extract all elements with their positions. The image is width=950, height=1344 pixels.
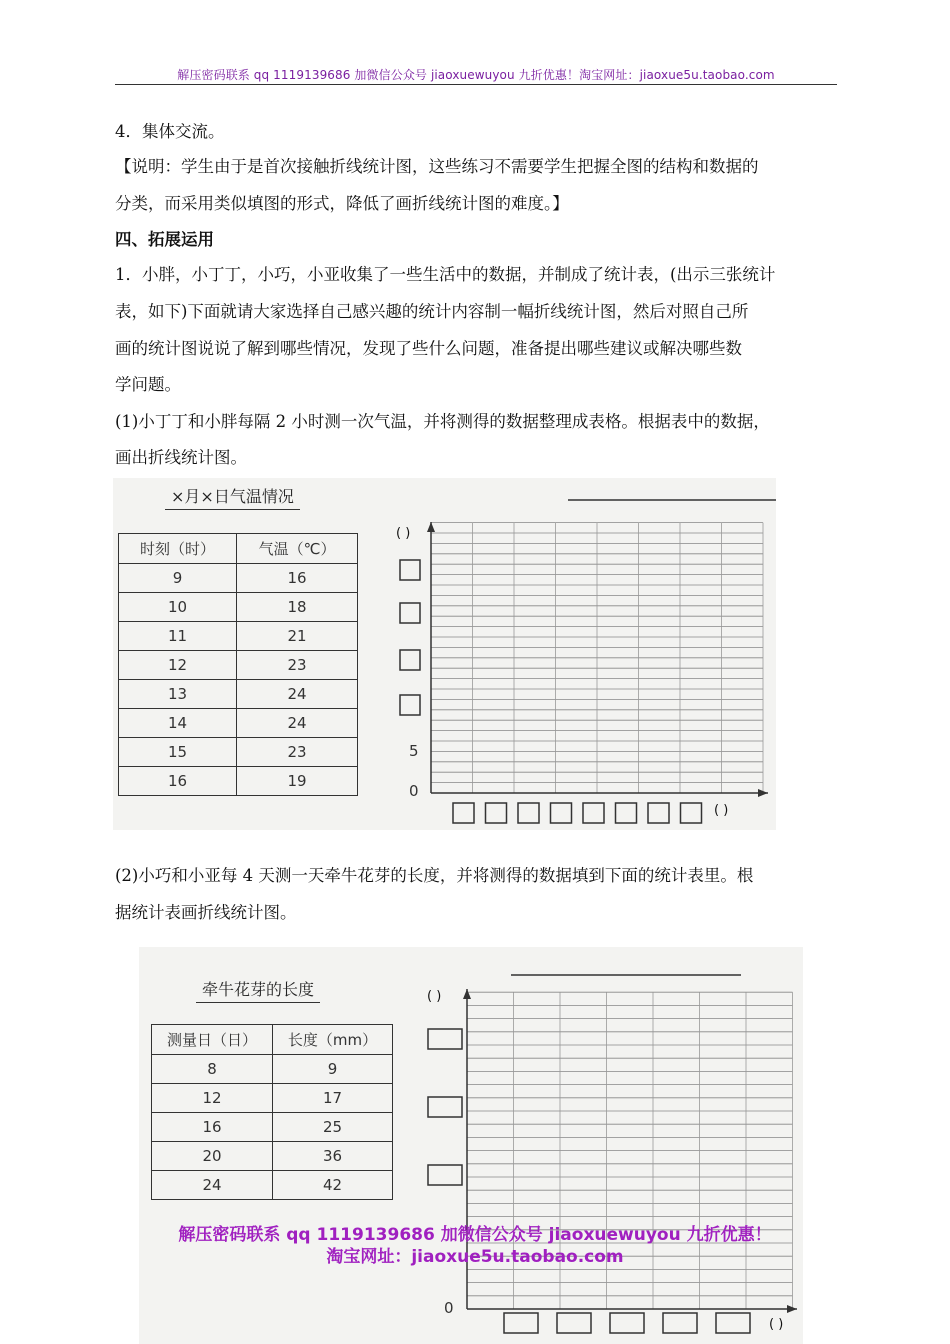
x-label-box [557, 1313, 591, 1333]
item1-line-1: 1．小胖，小丁丁，小巧，小亚收集了一些生活中的数据，并制成了统计表，(出示三张统计 [115, 265, 776, 284]
temperature-y-cell: 24 [237, 680, 358, 709]
item1-line-2: 表，如下)下面就请大家选择自己感兴趣的统计内容制一幅折线统计图，然后对照自己所 [115, 302, 749, 321]
header-divider [115, 84, 837, 85]
temperature-x-cell: 12 [119, 651, 237, 680]
section-heading: 四、拓展运用 [115, 230, 214, 249]
y-axis-arrow [463, 989, 471, 999]
part1-line-2: 画出折线统计图。 [115, 448, 247, 467]
y-axis-unit: ( ) [396, 526, 411, 541]
x-label-box [616, 803, 637, 823]
footer-watermark-line-2: 淘宝网址：jiaoxue5u.taobao.com [326, 1247, 624, 1267]
flower-table-title: 牵牛花芽的长度 [196, 977, 320, 1003]
flower-row [152, 1142, 393, 1171]
temperature-col-temp: 气温（℃） [237, 534, 358, 564]
x-label-box [583, 803, 604, 823]
temperature-figure [113, 478, 776, 830]
temperature-table [118, 533, 358, 796]
x-axis-unit: ( ) [714, 803, 729, 818]
temperature-row [119, 738, 358, 767]
y-axis-unit-2: ( ) [427, 989, 442, 1004]
x-label-box [453, 803, 474, 823]
x-label-box [551, 803, 572, 823]
temperature-table-title: ×月×日气温情况 [165, 484, 300, 510]
y-label-box [400, 695, 420, 715]
x-label-box [610, 1313, 644, 1333]
y-label-box [400, 560, 420, 580]
flower-bud-figure [139, 947, 803, 1344]
flower-x-cell: 24 [152, 1171, 273, 1200]
temperature-y-cell: 23 [237, 651, 358, 680]
flower-row [152, 1055, 393, 1084]
temperature-row [119, 767, 358, 796]
temperature-row [119, 622, 358, 651]
temperature-x-cell: 16 [119, 767, 237, 796]
note-line-1: 【说明：学生由于是首次接触折线统计图，这些练习不需要学生把握全图的结构和数据的 [115, 157, 759, 176]
temperature-x-cell: 14 [119, 709, 237, 738]
temperature-chart-grid [388, 478, 776, 830]
x-label-box [681, 803, 702, 823]
y-label-box [400, 603, 420, 623]
x-axis-arrow [787, 1305, 797, 1313]
temperature-x-cell: 15 [119, 738, 237, 767]
temperature-row [119, 651, 358, 680]
temperature-x-cell: 11 [119, 622, 237, 651]
step-4-text: 4．集体交流。 [115, 122, 225, 141]
x-label-box [648, 803, 669, 823]
note-line-2: 分类，而采用类似填图的形式，降低了画折线统计图的难度。】 [115, 194, 569, 213]
temperature-col-time: 时刻（时） [119, 534, 237, 564]
flower-x-cell: 16 [152, 1113, 273, 1142]
y-label-box [428, 1029, 462, 1049]
x-label-box [716, 1313, 750, 1333]
part1-line-1: (1)小丁丁和小胖每隔 2 小时测一次气温，并将测得的数据整理成表格。根据表中的数据， [115, 412, 770, 431]
x-label-box [486, 803, 507, 823]
flower-row [152, 1113, 393, 1142]
x-label-box [504, 1313, 538, 1333]
temperature-y-cell: 24 [237, 709, 358, 738]
temperature-y-cell: 18 [237, 593, 358, 622]
flower-y-cell: 36 [273, 1142, 393, 1171]
item1-line-4: 学问题。 [115, 375, 181, 394]
y-tick-0: 0 [409, 782, 419, 800]
temperature-y-cell: 21 [237, 622, 358, 651]
flower-col-length: 长度（mm） [273, 1025, 393, 1055]
footer-watermark-line-1: 解压密码联系 qq 1119139686 加微信公众号 jiaoxuewuyou 九折优惠！ [178, 1225, 772, 1245]
x-axis-unit-2: ( ) [769, 1317, 784, 1332]
temperature-row [119, 680, 358, 709]
temperature-x-cell: 13 [119, 680, 237, 709]
temperature-x-cell: 10 [119, 593, 237, 622]
flower-y-cell: 42 [273, 1171, 393, 1200]
flower-y-cell: 25 [273, 1113, 393, 1142]
part2-line-1: (2)小巧和小亚每 4 天测一天牵牛花芽的长度，并将测得的数据填到下面的统计表里。根 [115, 866, 754, 885]
temperature-y-cell: 19 [237, 767, 358, 796]
flower-chart-grid [419, 947, 803, 1344]
temperature-row [119, 564, 358, 593]
y-axis-arrow [427, 522, 435, 532]
temperature-x-cell: 9 [119, 564, 237, 593]
x-label-box [663, 1313, 697, 1333]
y-tick-0-2: 0 [444, 1299, 454, 1317]
temperature-y-cell: 16 [237, 564, 358, 593]
flower-x-cell: 8 [152, 1055, 273, 1084]
x-label-box [518, 803, 539, 823]
flower-x-cell: 12 [152, 1084, 273, 1113]
flower-y-cell: 17 [273, 1084, 393, 1113]
flower-x-cell: 20 [152, 1142, 273, 1171]
y-label-box [400, 650, 420, 670]
header-watermark: 解压密码联系 qq 1119139686 加微信公众号 jiaoxuewuyou 九折优惠！淘宝网址：jiaoxue5u.taobao.com [177, 68, 775, 82]
item1-line-3: 画的统计图说说了解到哪些情况，发现了些什么问题，准备提出哪些建议或解决哪些数 [115, 339, 742, 358]
y-label-box [428, 1097, 462, 1117]
y-label-box [428, 1165, 462, 1185]
flower-row [152, 1171, 393, 1200]
flower-row [152, 1084, 393, 1113]
flower-col-day: 测量日（日） [152, 1025, 273, 1055]
part2-line-2: 据统计表画折线统计图。 [115, 903, 297, 922]
flower-y-cell: 9 [273, 1055, 393, 1084]
y-tick-5: 5 [409, 742, 419, 760]
temperature-row [119, 593, 358, 622]
flower-table [151, 1024, 393, 1200]
temperature-y-cell: 23 [237, 738, 358, 767]
temperature-row [119, 709, 358, 738]
